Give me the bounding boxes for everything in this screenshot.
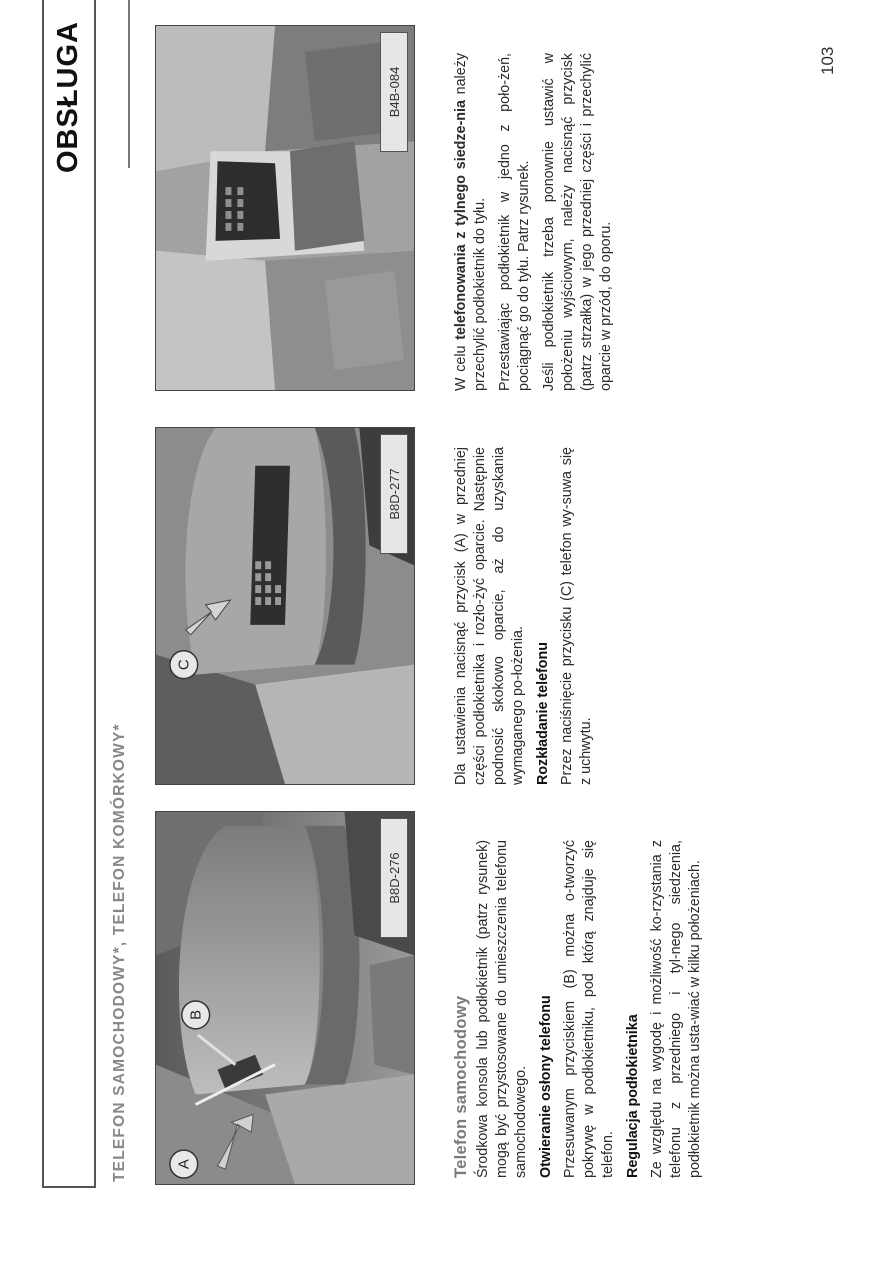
text-column-3 — [452, 53, 622, 391]
figure-rear-seat-phone — [155, 25, 415, 391]
figure-code: B4B-084 — [380, 32, 408, 152]
figure-code: B8D-277 — [380, 434, 408, 554]
header-rule — [128, 0, 130, 168]
text-column-2 — [452, 447, 602, 785]
text-column-1 — [452, 840, 711, 1178]
figure-armrest-buttons — [155, 811, 415, 1185]
armrest-adjust-paragraph: Ze względu na wygodę i możliwość ko-rzystania z telefonu z przedniego i tyl-nego siedzenia, podłokietnik można usta-wiać w kilku położeniach. — [649, 840, 703, 1178]
phone-release-paragraph: Przez naciśnięcie przycisku (C) telefon wy-suwa się z uchwytu. — [559, 447, 594, 785]
subheading-armrest-adjust: Regulacja podłokietnika — [625, 1014, 641, 1178]
subheading-phone-release: Rozkładanie telefonu — [535, 642, 551, 785]
phone-photo-illustration — [156, 428, 414, 784]
intro-paragraph: Środkowa konsola lub podłokietnik (patrz rysunek) mogą być przystosowane do umieszczenia telefonu samochodowego. — [475, 840, 529, 1178]
rear-seat-paragraph — [452, 53, 490, 391]
subheading-open-cover: Otwieranie osłony telefonu — [538, 995, 554, 1178]
rear-seat-photo-illustration — [156, 26, 414, 390]
page-number: 103 — [818, 46, 837, 75]
figure-code: B8D-276 — [380, 818, 408, 938]
position-paragraph: Przestawiając podłokietnik w jedno z poło-żeń, pociągnąć go do tyłu. Patrz rysunek. — [497, 53, 532, 391]
armrest-photo-illustration — [156, 812, 414, 1184]
rear-seat-bold: telefonowania z tylnego siedze-nia — [453, 100, 469, 340]
reset-paragraph: Jeśli podłokietnik trzeba ponownie ustawić w położeniu wyjściowym, należy nacisnąć przycisk (patrz strzałka) w jego przedniej części i przechylić oparcie w przód, do oporu. — [541, 53, 614, 391]
open-cover-paragraph: Przesuwanym przyciskiem (B) można o-tworzyć pokrywę w podłokietniku, pod którą znajduje się telefon. — [562, 840, 616, 1178]
adjust-instructions-paragraph: Dla ustawienia nacisnąć przycisk (A) w przedniej części podłokietnika i rozło-żyć oparcie. Następnie podnosić skokowo oparcie, aż do uzyskania wymaganego po-łożenia. — [453, 447, 526, 785]
section-heading: Telefon samochodowy — [452, 995, 470, 1178]
section-title: OBSŁUGA — [52, 21, 84, 173]
callout-a-label: A — [176, 1159, 193, 1170]
figure-phone-release — [155, 427, 415, 785]
callout-c-label: C — [176, 659, 193, 671]
running-head: TELEFON SAMOCHODOWY*, TELEFON KOMÓRKOWY* — [111, 723, 128, 1182]
rear-seat-suffix: należy przechylić podłokietnik do tyłu. — [453, 53, 488, 391]
rear-seat-prefix: W celu — [453, 339, 469, 391]
callout-b-label: B — [188, 1009, 205, 1020]
header-box — [42, 0, 96, 1188]
